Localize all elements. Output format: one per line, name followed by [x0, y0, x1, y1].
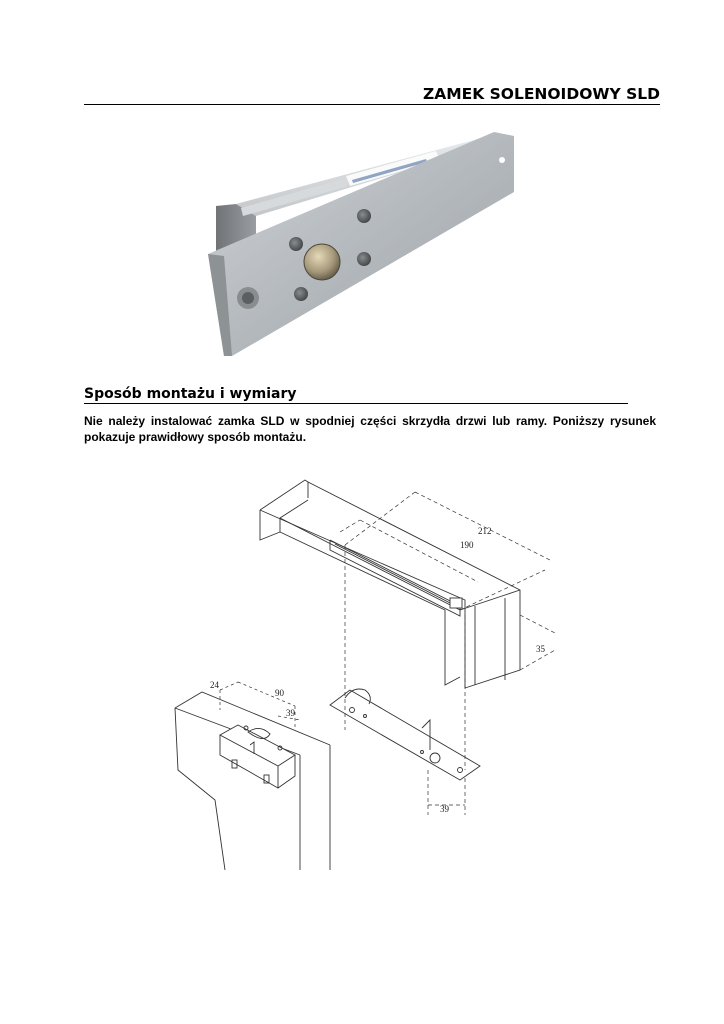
dim-190: 190 — [460, 540, 474, 550]
body-paragraph: Nie należy instalować zamka SLD w spodniej części skrzydła drzwi lub ramy. Poniższy rysunek pokazuje prawidłowy sposób montażu. — [84, 414, 656, 444]
dim-90: 90 — [275, 688, 284, 698]
dim-212: 212 — [478, 526, 492, 536]
strike-plate — [330, 689, 480, 780]
door-leaf — [175, 692, 330, 870]
lock-photo — [196, 126, 532, 370]
section-heading — [84, 385, 628, 404]
mounting-diagram — [160, 470, 560, 870]
dim-39: 39 — [286, 708, 295, 718]
page-title: ZAMEK SOLENOIDOWY SLD — [84, 84, 660, 105]
dim-plate-39: 39 — [440, 804, 449, 814]
dim-35: 35 — [536, 644, 545, 654]
dimension-lines — [340, 492, 555, 770]
section-heading-text: Sposób montażu i wymiary — [84, 386, 297, 402]
dim-24: 24 — [210, 680, 219, 690]
